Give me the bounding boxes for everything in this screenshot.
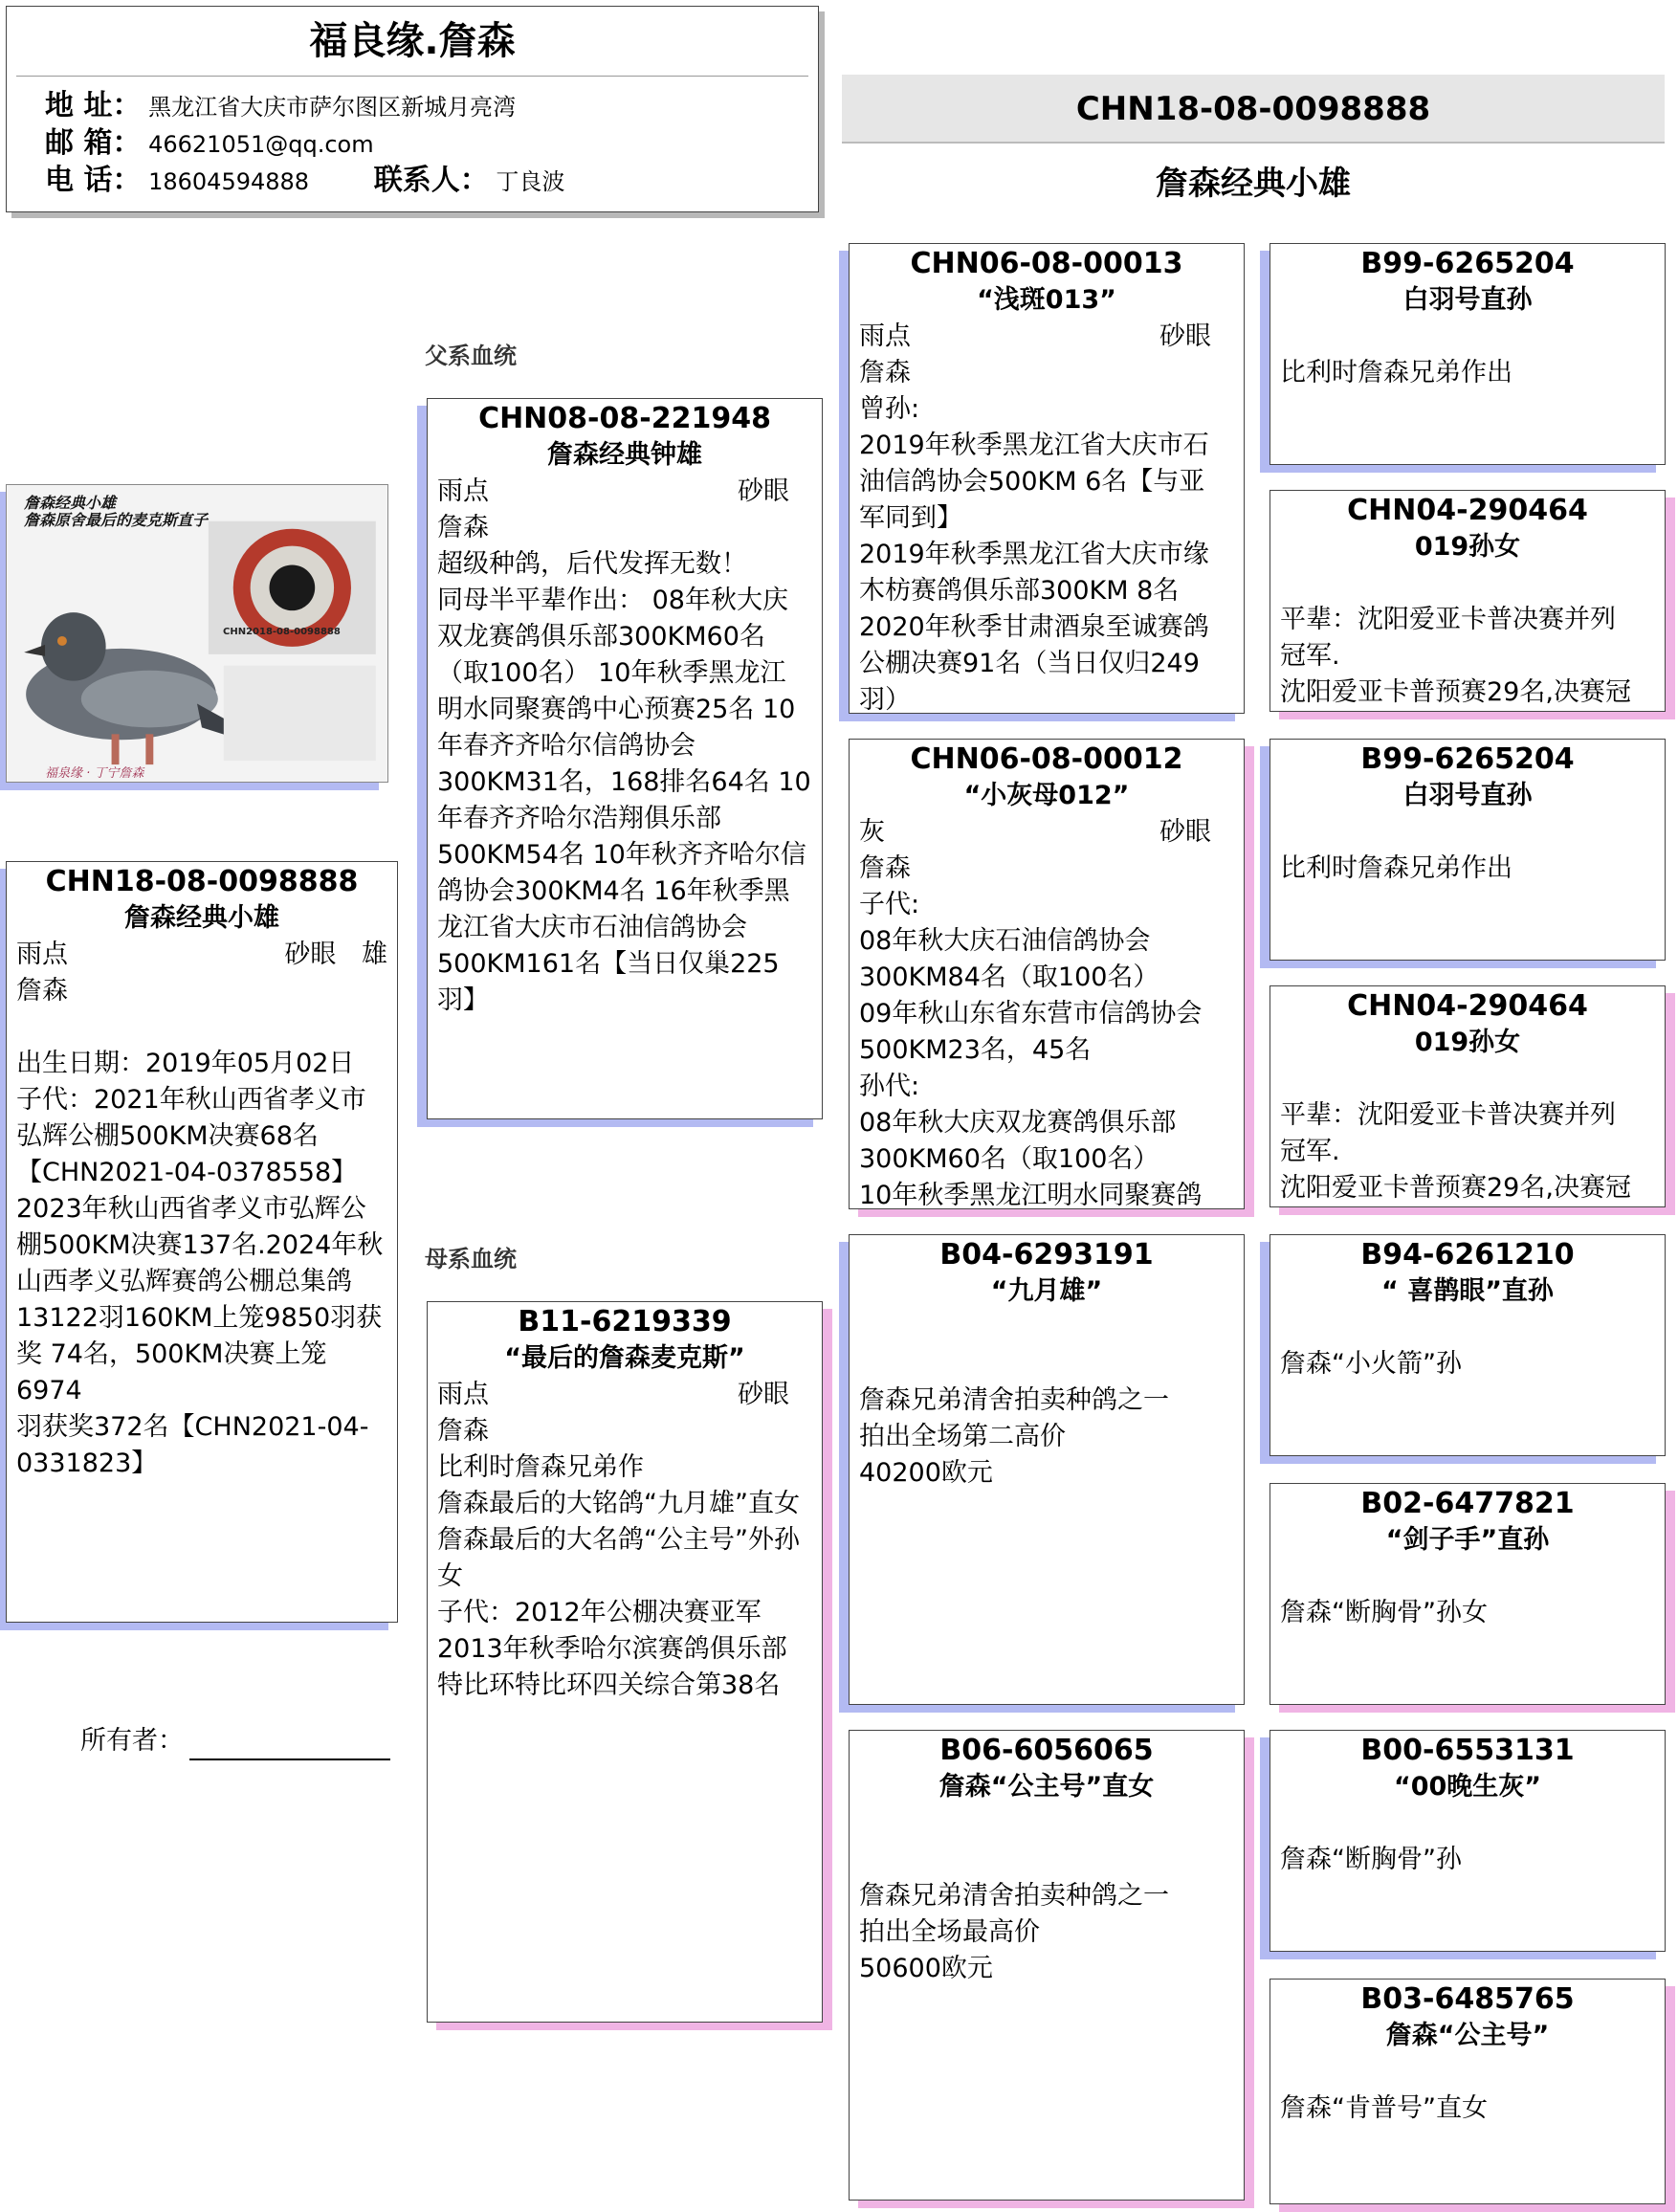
dam-card [427,1301,823,2023]
dd-line: 拍出全场最高价 [859,1917,1040,1947]
ss-color: 雨点 [859,321,911,351]
sd-line: 09年秋山东省东营市信鸽协会 [859,999,1203,1029]
subject-line: 0331823】 [16,1449,158,1478]
ss-line: 木枋赛鸽俱乐部300KM 8名 [859,576,1180,606]
sire-line: 年春齐齐哈尔信鸽协会 [437,731,695,761]
email-value: 46621051@qq.com [148,131,374,158]
subject-card [6,861,398,1623]
ds-line: 詹森兄弟清舍拍卖种鸽之一 [859,1385,1169,1415]
g5-name: “ 喜鹊眼”直孙 [1381,1276,1554,1306]
mother-lineage-label: 母系血统 [425,1246,517,1272]
ss-ring: CHN06-08-00013 [910,247,1183,280]
ds-name: “九月雄” [990,1276,1103,1306]
g5-line: 詹森“小火箭”孙 [1280,1349,1462,1379]
sd-line: 孙代: [859,1072,920,1101]
g8-body [1270,2090,1665,2127]
phone-value: 18604594888 [148,168,310,195]
g5-body [1270,1346,1665,1382]
g2-line: 平辈：沈阳爱亚卡普决赛并列 [1280,605,1616,634]
g3-name: 白羽号直孙 [1402,781,1533,810]
subject-sex: 雄 [362,940,387,969]
sire-line: 500KM161名【当日仅巢225 [437,949,780,979]
g7-ring: B00-6553131 [1360,1734,1575,1767]
subject-ring: CHN18-08-0098888 [45,865,359,898]
phone-row [45,163,818,200]
g6-line: 詹森“断胸骨”孙女 [1280,1598,1488,1627]
sire-line: 500KM54名 10年秋齐齐哈尔信 [437,840,806,870]
owner-signature-line [189,1730,390,1760]
owner-row [80,1722,390,1760]
g1-ring: B99-6265204 [1360,247,1575,280]
sire-card [427,398,823,1119]
great-granddam-1-card [1270,490,1666,712]
dd-ring: B06-6056065 [939,1734,1154,1767]
g7-name: “00晚生灰” [1393,1772,1542,1802]
g8-line: 詹森“肯普号”直女 [1280,2093,1488,2123]
sd-name: “小灰母012” [963,781,1130,810]
photo-caption-2: 詹森原舍最后的麦克斯直子 [24,511,209,529]
g1-body [1270,355,1665,391]
photo-caption-1: 詹森经典小雄 [24,494,117,512]
dam-line: 特比环特比环四关综合第38名 [437,1670,781,1700]
great-granddam-4-card [1270,1979,1666,2204]
g2-line: 沈阳爱亚卡普预赛29名,决赛冠 [1280,677,1631,707]
sire-line: 超级种鸽，后代发挥无数！ [437,549,747,579]
photo-ring: CHN2018-08-0098888 [223,627,341,637]
sire-name: 詹森经典钟雄 [547,440,702,470]
g4-body [1270,1097,1665,1206]
ss-line: 油信鸽协会500KM 6名【与亚 [859,467,1205,497]
top-name: 詹森经典小雄 [1156,165,1351,203]
g2-body [1270,602,1665,711]
g4-name: 019孙女 [1414,1028,1521,1057]
ss-line: 2019年秋季黑龙江省大庆市缘 [859,540,1209,569]
g8-ring: B03-6485765 [1360,1982,1575,2016]
sire-line: 300KM31名，168排名64名 10 [437,767,811,797]
ss-line: 曾孙: [859,394,920,424]
email-row [45,125,818,163]
ss-body [850,319,1244,714]
ds-line: 拍出全场第二高价 [859,1422,1066,1451]
great-granddam-2-card [1270,985,1666,1207]
great-grandsire-3-card [1270,1234,1666,1456]
sd-line: 10年秋季黑龙江明水同聚赛鸽 [859,1181,1203,1209]
dam-body [428,1377,822,1704]
g3-body [1270,851,1665,887]
breeder-title: 福良缘.詹森 [309,19,516,63]
great-grandsire-4-card [1270,1730,1666,1952]
sire-body [428,474,822,1019]
dam-color: 雨点 [437,1380,489,1409]
subject-body [7,937,397,1482]
subject-line: 【CHN2021-04-0378558】 [16,1158,358,1187]
breeder-header [6,6,819,212]
dam-line: 2013年秋季哈尔滨赛鸽俱乐部 [437,1634,787,1664]
dd-line: 50600欧元 [859,1954,993,1983]
subject-line: 棚500KM决赛137名.2024年秋 [16,1230,384,1260]
g8-name: 詹森“公主号” [1385,2021,1550,2050]
sire-line: 鸽协会300KM4名 16年秋季黑 [437,876,790,906]
spacer [16,1009,387,1046]
dam-line: 比利时詹森兄弟作 [437,1452,644,1482]
sd-eye: 砂眼 [1159,817,1211,847]
g7-line: 詹森“断胸骨”孙 [1280,1845,1462,1874]
subject-name: 詹森经典小雄 [124,903,279,933]
address-row [45,88,818,125]
sire-traits [437,474,812,510]
sd-strain: 詹森 [859,853,911,883]
dd-body [850,1878,1244,1987]
g7-body [1270,1842,1665,1878]
photo-brand: 福泉缘 · 丁宁詹森 [45,766,144,781]
sd-body [850,814,1244,1209]
grandsire-paternal-card [849,243,1245,714]
subject-eye-sex [284,937,387,973]
sire-line: 龙江省大庆市石油信鸽协会 [437,913,747,942]
father-lineage-label: 父系血统 [425,343,517,369]
g4-line: 平辈：沈阳爱亚卡普决赛并列 [1280,1100,1616,1130]
subject-line: 13122羽160KM上笼9850羽获 [16,1303,383,1333]
sd-traits [859,814,1234,851]
sire-ring: CHN08-08-221948 [478,402,771,435]
ss-traits [859,319,1234,355]
ss-line: 公棚决赛91名（当日仅归249 [859,649,1200,678]
dam-line: 女 [437,1561,463,1591]
address-value: 黑龙江省大庆市萨尔图区新城月亮湾 [148,94,517,121]
sd-line: 08年秋大庆石油信鸽协会 [859,926,1151,956]
granddam-paternal-card [849,739,1245,1209]
top-ring: CHN18-08-0098888 [1075,90,1431,128]
header-info [7,77,818,200]
g2-name: 019孙女 [1414,532,1521,562]
ds-body [850,1382,1244,1492]
g3-line: 比利时詹森兄弟作出 [1280,853,1512,883]
sd-line: 300KM84名（取100名） [859,962,1159,992]
ss-eye: 砂眼 [1159,321,1211,351]
g1-name: 白羽号直孙 [1402,285,1533,315]
subject-color: 雨点 [16,940,68,969]
dd-line: 詹森兄弟清舍拍卖种鸽之一 [859,1881,1169,1911]
subject-line: 山西孝义弘辉赛鸽公棚总集鸽 [16,1267,352,1296]
g4-line: 沈阳爱亚卡普预赛29名,决赛冠 [1280,1173,1631,1203]
contact-label: 联系人： [373,164,489,197]
dam-traits [437,1377,812,1413]
sire-line: （取100名） 10年秋季黑龙江 [437,658,786,688]
g2-ring: CHN04-290464 [1347,494,1588,527]
g4-line: 冠军. [1280,1137,1340,1166]
g5-ring: B94-6261210 [1360,1238,1575,1272]
sire-color: 雨点 [437,476,489,506]
subject-line: 出生日期：2019年05月02日 [16,1049,355,1078]
email-label: 邮 箱： [45,126,142,160]
sire-line: 年春齐齐哈尔浩翔俱乐部 [437,804,721,833]
ss-strain: 詹森 [859,358,911,387]
subject-line: 羽获奖372名【CHN2021-04- [16,1412,369,1442]
great-grandsire-2-card [1270,739,1666,961]
pigeon-photo [6,484,388,783]
sire-strain: 詹森 [437,513,489,542]
dd-name: 詹森“公主号”直女 [938,1772,1155,1802]
g6-body [1270,1595,1665,1631]
owner-label: 所有者： [80,1726,184,1756]
ss-line: 羽） [859,685,911,714]
subject-strain: 詹森 [16,976,68,1006]
great-granddam-3-card [1270,1483,1666,1705]
dam-line: 詹森最后的大名鸽“公主号”外孙 [437,1525,800,1555]
grandsire-maternal-card [849,1234,1245,1705]
sd-ring: CHN06-08-00012 [910,742,1183,776]
sire-eye: 砂眼 [738,476,789,506]
sd-line: 08年秋大庆双龙赛鸽俱乐部 [859,1108,1177,1138]
dam-ring: B11-6219339 [518,1305,732,1338]
sire-line: 羽】 [437,985,489,1015]
dam-strain: 詹森 [437,1416,489,1446]
dam-line: 子代：2012年公棚决赛亚军 [437,1598,762,1627]
ss-line: 2019年秋季黑龙江省大庆市石 [859,431,1209,460]
ds-line: 40200欧元 [859,1458,993,1488]
great-grandsire-1-card [1270,243,1666,465]
sd-line: 300KM60名（取100名） [859,1144,1159,1174]
subject-line: 子代：2021年秋山西省孝义市 [16,1085,366,1115]
dam-name: “最后的詹森麦克斯” [504,1343,745,1373]
subject-traits [16,937,387,973]
ss-name: “浅斑013” [977,285,1116,315]
sire-line: 同母半平辈作出： 08年秋大庆 [437,586,788,615]
ss-line: 军同到】 [859,503,962,533]
subject-line: 弘辉公棚500KM决赛68名 [16,1121,319,1151]
sire-line: 双龙赛鸽俱乐部300KM60名 [437,622,765,652]
dam-eye: 砂眼 [738,1380,789,1409]
address-label: 地 址： [45,89,142,122]
top-ring-banner [842,75,1665,144]
ss-line: 2020年秋季甘肃酒泉至诚赛鸽 [859,612,1209,642]
ds-ring: B04-6293191 [939,1238,1154,1272]
g3-ring: B99-6265204 [1360,742,1575,776]
subject-line: 奖 74名，500KM决赛上笼6974 [16,1339,327,1405]
phone-label: 电 话： [45,164,142,197]
sd-line: 500KM23名，45名 [859,1035,1092,1065]
sd-color: 灰 [859,817,885,847]
granddam-maternal-card [849,1730,1245,2201]
g6-ring: B02-6477821 [1360,1487,1575,1520]
sire-line: 明水同聚赛鸽中心预赛25名 10 [437,695,796,724]
dam-line: 詹森最后的大铭鸽“九月雄”直女 [437,1489,800,1518]
g4-ring: CHN04-290464 [1347,989,1588,1023]
g1-line: 比利时詹森兄弟作出 [1280,358,1512,387]
subject-eye: 砂眼 [284,940,337,969]
subject-line: 2023年秋山西省孝义市弘辉公 [16,1194,366,1224]
sd-line: 子代: [859,890,920,919]
contact-value: 丁良波 [496,168,565,195]
g6-name: “剑子手”直孙 [1385,1525,1550,1555]
g2-line: 冠军. [1280,641,1340,671]
